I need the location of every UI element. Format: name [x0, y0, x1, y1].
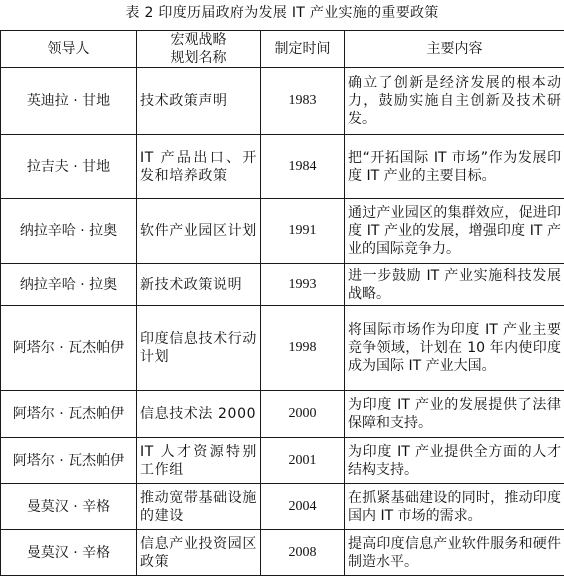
cell-content: 将国际市场作为印度 IT 产业主要竞争领域，计划在 10 年内使印度成为国际 IT 产业大国。 — [345, 306, 564, 391]
cell-year: 1983 — [261, 68, 345, 135]
cell-plan: IT 产品出口、开发和培养政策 — [137, 135, 261, 199]
cell-content: 为印度 IT 产业提供全方面的人才结构支持。 — [345, 438, 564, 484]
table-header-row — [1, 31, 564, 68]
cell-leader: 阿塔尔 · 瓦杰帕伊 — [1, 391, 137, 438]
cell-leader: 纳拉辛哈 · 拉奥 — [1, 264, 137, 306]
table-row — [1, 135, 564, 199]
cell-leader: 曼莫汉 · 辛格 — [1, 484, 137, 530]
header-year: 制定时间 — [261, 31, 345, 68]
cell-content: 确立了创新是经济发展的根本动力，鼓励实施自主创新及技术研发。 — [345, 68, 564, 135]
cell-content: 在抓紧基础建设的同时，推动印度国内 IT 市场的需求。 — [345, 484, 564, 530]
cell-content: 通过产业园区的集群效应，促进印度 IT 产业的发展，增强印度 IT 产业的国际竞争力。 — [345, 199, 564, 264]
header-plan-line1: 宏观战略 — [140, 31, 257, 49]
cell-year: 2008 — [261, 530, 345, 576]
cell-plan: IT 人才资源特别工作组 — [137, 438, 261, 484]
cell-plan: 新技术政策说明 — [137, 264, 261, 306]
table-row — [1, 306, 564, 391]
cell-year: 2000 — [261, 391, 345, 438]
header-plan-line2: 规划名称 — [140, 49, 257, 67]
table-caption: 表 2 印度历届政府为发展 IT 产业实施的重要政策 — [0, 4, 564, 22]
table-row — [1, 391, 564, 438]
cell-plan: 信息产业投资园区政策 — [137, 530, 261, 576]
cell-plan: 推动宽带基础设施的建设 — [137, 484, 261, 530]
cell-leader: 英迪拉 · 甘地 — [1, 68, 137, 135]
cell-year: 1998 — [261, 306, 345, 391]
cell-year: 2001 — [261, 438, 345, 484]
cell-year: 1984 — [261, 135, 345, 199]
table-row — [1, 68, 564, 135]
cell-leader: 阿塔尔 · 瓦杰帕伊 — [1, 306, 137, 391]
cell-year: 1993 — [261, 264, 345, 306]
table-row — [1, 264, 564, 306]
cell-plan: 印度信息技术行动计划 — [137, 306, 261, 391]
table-row — [1, 438, 564, 484]
cell-plan: 技术政策声明 — [137, 68, 261, 135]
cell-plan: 信息技术法 2000 — [137, 391, 261, 438]
cell-leader: 阿塔尔 · 瓦杰帕伊 — [1, 438, 137, 484]
cell-content: 提高印度信息产业软件服务和硬件制造水平。 — [345, 530, 564, 576]
cell-year: 1991 — [261, 199, 345, 264]
policy-table — [0, 30, 564, 576]
table-row — [1, 199, 564, 264]
header-content: 主要内容 — [345, 31, 564, 68]
table-row — [1, 530, 564, 576]
cell-leader: 拉吉夫 · 甘地 — [1, 135, 137, 199]
cell-leader: 曼莫汉 · 辛格 — [1, 530, 137, 576]
header-plan — [137, 31, 261, 68]
cell-plan: 软件产业园区计划 — [137, 199, 261, 264]
table-row — [1, 484, 564, 530]
cell-content: 为印度 IT 产业的发展提供了法律保障和支持。 — [345, 391, 564, 438]
header-leader: 领导人 — [1, 31, 137, 68]
cell-content: 进一步鼓励 IT 产业实施科技发展战略。 — [345, 264, 564, 306]
cell-year: 2004 — [261, 484, 345, 530]
cell-leader: 纳拉辛哈 · 拉奥 — [1, 199, 137, 264]
cell-content: 把“开拓国际 IT 市场”作为发展印度 IT 产业的主要目标。 — [345, 135, 564, 199]
